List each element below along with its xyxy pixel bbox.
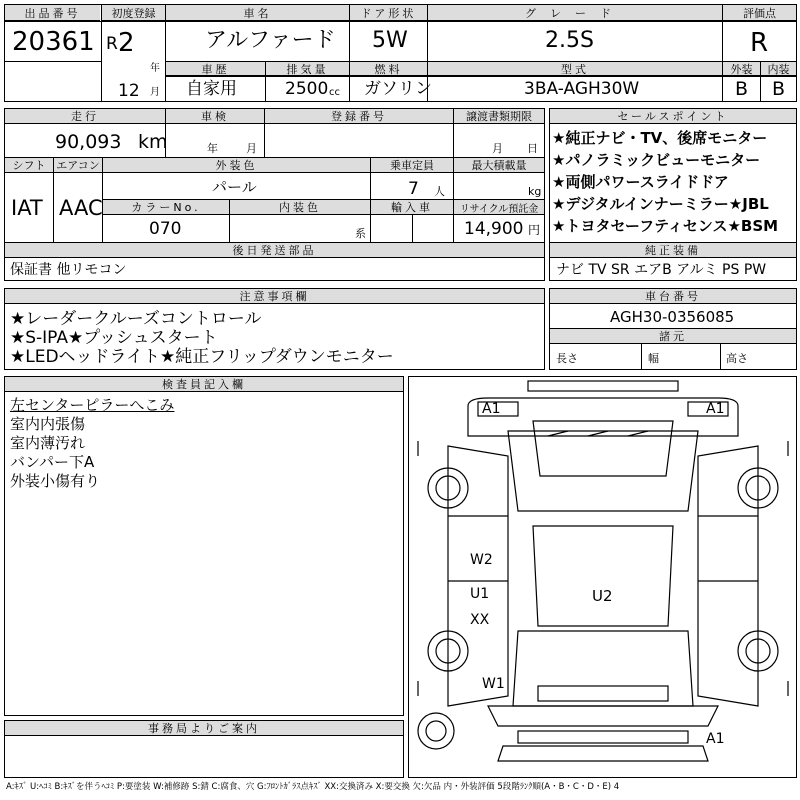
damage-mark: U1 [470, 586, 490, 602]
score: R [750, 28, 769, 58]
office-label: 事務局よりご案内 [5, 721, 403, 736]
reg-no-label: 登録番号 [265, 109, 453, 124]
sales-point: ★デジタルインナーミラー★JBL [552, 195, 769, 213]
capacity-label: 乗車定員 [371, 158, 453, 173]
shift: IAT [11, 196, 43, 220]
car-name-label: 車名 [166, 5, 349, 21]
era: R [106, 34, 118, 54]
damage-mark: A1 [706, 401, 725, 417]
equipment: ナビ TV SR エアB アルミ PS PW [556, 262, 767, 278]
displacement: 2500 [285, 79, 329, 99]
score-label: 評価点 [723, 5, 796, 21]
damage-mark: W2 [470, 552, 493, 568]
ac: AAC [59, 196, 103, 220]
note-item: ★レーダークルーズコントロール [10, 309, 262, 329]
sales-point: ★両側パワースライドドア [552, 173, 729, 191]
ext-color-label: 外装色 [103, 158, 370, 173]
color-no-label: カラーNo. [103, 200, 229, 215]
model: 3BA-AGH30W [524, 79, 640, 99]
note-item: ★S-IPA★プッシュスタート [10, 328, 218, 348]
ext-grade: B [735, 78, 749, 100]
ext-color: パール [212, 178, 257, 196]
lot-label: 出品番号 [5, 5, 100, 21]
kg-unit: kg [528, 185, 542, 198]
lot-number: 20361 [12, 27, 95, 57]
mileage-label: 走行 [5, 109, 165, 124]
damage-mark: A1 [482, 401, 501, 417]
dim-width: 幅 [648, 352, 659, 365]
door-type: 5W [372, 28, 408, 53]
inspector-item: 左センターピラーへこみ [10, 396, 175, 414]
import-label: 輸入車 [371, 200, 453, 215]
year-unit: 年 [150, 63, 160, 74]
history: 自家用 [186, 79, 237, 99]
note-item: ★LEDヘッドライト★純正フリップダウンモニター [10, 347, 394, 367]
dim-height: 高さ [726, 352, 748, 365]
later-parts-label: 後日発送部品 [5, 243, 544, 258]
ext-label: 外装 [723, 62, 760, 76]
car-diagram-svg [408, 376, 797, 778]
chassis-label: 車台番号 [550, 289, 796, 304]
month-unit: 月 [150, 87, 160, 98]
ac-label: エアコン [54, 158, 102, 173]
grade-label: グレード [428, 5, 722, 21]
person-unit: 人 [434, 185, 445, 198]
damage-mark: A1 [706, 731, 725, 747]
fuel-label: 燃料 [350, 62, 427, 76]
inspector-item: 室内薄汚れ [10, 434, 86, 452]
inspector-item: 室内内張傷 [10, 415, 86, 433]
load-label: 最大積載量 [454, 158, 544, 173]
yen-unit: 円 [528, 223, 541, 237]
inspector-list [10, 396, 174, 491]
damage-mark: W1 [482, 676, 505, 692]
inspector-item: 外装小傷有り [10, 472, 101, 490]
legend: A:ｷｽﾞ U:ﾍｺﾐ B:ｷｽﾞを伴うﾍｺﾐ P:要塗装 W:補修跡 S:錆 C:腐食、穴 G:ﾌﾛﾝﾄｶﾞﾗｽ点ｷｽﾞ XX:交換済み X:要交換 欠:欠品 内・外装評価 5段階ﾗﾝｸ順(A・B・C・D・E) 4 [6, 782, 620, 792]
chassis-number: AGH30-0356085 [610, 308, 735, 326]
car-name: アルファード [205, 28, 336, 53]
cc-unit: cc [329, 87, 340, 98]
displacement-label: 排気量 [266, 62, 349, 76]
sales-points-label: セールスポイント [550, 109, 796, 124]
model-label: 型式 [428, 62, 722, 76]
damage-mark: XX [470, 612, 490, 628]
equipment-label: 純正装備 [550, 243, 796, 258]
first-reg-label: 初度登録 [102, 5, 165, 21]
recycle-label: リサイクル預託金 [454, 200, 544, 215]
kei-unit: 系 [355, 227, 366, 240]
notes-label: 注意事項欄 [5, 289, 544, 304]
reg-year: 2 [118, 28, 135, 58]
sales-point: ★パノラミックビューモニター [552, 151, 761, 169]
mileage: 90,093 [55, 131, 122, 153]
int-grade: B [772, 78, 786, 100]
inspection-label: 車検 [166, 109, 264, 124]
int-color-label: 内装色 [230, 200, 370, 215]
reg-month: 12 [118, 81, 140, 101]
transfer-label: 譲渡書類期限 [454, 109, 544, 124]
recycle: 14,900 [464, 219, 524, 239]
inspection-year-unit: 年 [207, 142, 218, 155]
sales-point: ★トヨタセーフティセンス★BSM [552, 217, 779, 235]
inspection-month-unit: 月 [246, 142, 257, 155]
color-no: 070 [149, 219, 182, 239]
dim-length: 長さ [556, 352, 578, 365]
km-unit: km [138, 131, 168, 153]
dims-label: 諸元 [550, 329, 796, 344]
damage-mark: U2 [592, 587, 613, 605]
transfer-month-unit: 月 [492, 142, 503, 155]
inspector-item: バンパー下A [10, 453, 95, 471]
transfer-day-unit: 日 [527, 142, 538, 155]
history-label: 車歴 [166, 62, 265, 76]
grade: 2.5S [545, 28, 594, 53]
capacity: 7 [408, 179, 419, 199]
inspector-label: 検査員記入欄 [5, 377, 403, 392]
sales-point: ★純正ナビ・TV、後席モニター [552, 129, 768, 147]
later-parts: 保証書 他リモコン [10, 262, 127, 278]
shift-label: シフト [5, 158, 53, 173]
fuel: ガソリン [364, 79, 432, 99]
door-label: ドア形状 [350, 5, 427, 21]
int-label: 内装 [761, 62, 796, 76]
